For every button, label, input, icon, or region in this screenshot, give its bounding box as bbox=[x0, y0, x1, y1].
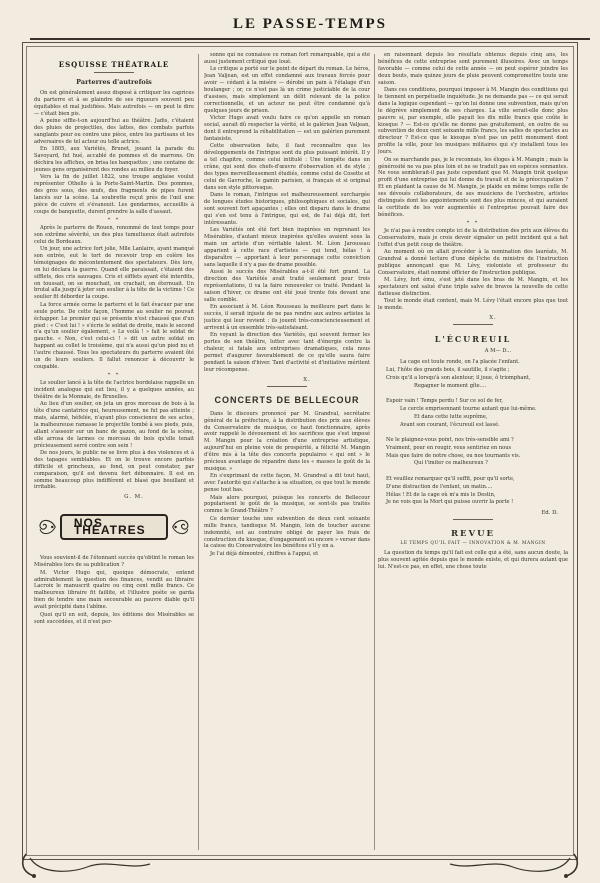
paragraph-group bbox=[34, 90, 194, 216]
poem-verse: Avant son courant, l'écureuil est lassé. bbox=[400, 421, 500, 428]
paragraph: en raisonnant depuis les résultats obtenus depuis cinq ans, les bénéfices de cette entreprise sont purement illusoires. Avec un temps favorable — comme celui de cette année — on peut espérer joindre les deux bouts, mais quinze jours de pluie peuvent compromettre toute une saison. bbox=[378, 52, 568, 86]
masthead bbox=[30, 14, 590, 42]
paragraph: Mais alors pourquoi, puisque les concerts de Bellecour popularisent le goût de la musique, se sont-ils pas traités comme le Grand-Théâtre ? bbox=[204, 494, 370, 515]
column-divider bbox=[374, 54, 375, 850]
masthead-title: LE PASSE-TEMPS bbox=[233, 16, 387, 32]
paragraph-group bbox=[34, 380, 194, 492]
paragraph: Dans le roman, l'intrigue est malheureusement surchargée de longues études historiques, philosophiques et sociales, qui sont souvent fort agaçantes ; elles ont disparu dans le drame qui s'en est tenu à l'intrigue, qui est, de l'ai déjà dit, fort intéressante. bbox=[204, 192, 370, 226]
paragraph: La force armée cerne le parterre et le fait évacuer par une seule porte. De cette façon, l'homme au soulier ne pouvait échapper. Le premier qui se présente n'est chaussé que d'un pied : « C'est lui ! » s'écrie le soldat de droite, mais le second n'a qu'un soulier également, « Le voilà ! » fait le soldat de gauche. « Non, c'est celui-ci ! » dit un autre soldat en happant au collet le troisième, qui n'a aussi qu'un pied nu et l'autre chaussé. Tous les spectateurs du parterre avaient ôté un de leurs souliers. Il fallut renoncer à découvrir le coupable. bbox=[34, 301, 194, 370]
article-signature: G. M. bbox=[124, 494, 144, 501]
poem-verse: Et dans cette lutte suprême, bbox=[414, 413, 488, 420]
paragraph: M. Lévy, fort ému, s'est jeté dans les bras de M. Mangin, et les spectateurs ont salué d'une triple salve de bravos la nouvelle de cette flatteuse distinction. bbox=[378, 277, 568, 297]
separator-stars: * * bbox=[107, 371, 121, 378]
paragraph: M. Victor Hugo qui, quoique démocrate, entend admirablement la question des finances, vendit au libraire Lacroix le manuscrit quatre ou cinq cent mille francs. Ce malheureux libraire fit faillite, et l'illustre poète se garda bien de tendre une main secourable au pauvre diable qu'il avait précipité dans l'abîme. bbox=[34, 569, 194, 611]
paragraph: Aussi le succès des Misérables a-t-il été fort grand. La direction des Variétés avait traité seulement pour trois représentations, il va la faire renouveler ce traité. Pendant la saison d'hiver, ce drame ont été joué trente fois devant une salle comble. bbox=[204, 269, 370, 303]
poem bbox=[378, 359, 568, 507]
paragraph: Au lieu d'un soulier, on jeta un gros morceau de bois à la tête d'une cantatrice qui, heureusement, ne fut pas atteinte ; mais, alarmé, héfelée, n'ayant plus conscience de ses actes, la malheureuse ramasse le projectile tombé à ses pieds, puis, allant s'asseoir sur un banc de gazon, au fond de la scène, elle arrosa de larmes ce morceau de bois qu'elle tenait précieusement serré contre son sein ! bbox=[34, 401, 194, 449]
paragraph: En associant à M. Léon Rousseau la meilleure part dans le succès, il serait injuste de ne pas rendre aux autres artistes la justice qui leur revient : ils jouent très-consciencieusement et arrivent à un ensemble très-satisfaisant. bbox=[204, 304, 370, 331]
poem-verse: Vraiment, pour en rougir, vous sentiriez en nous bbox=[386, 444, 512, 451]
poem-verse: Qui t'imiter ce malheureux ? bbox=[414, 460, 488, 467]
paragraph-group bbox=[378, 52, 568, 219]
poem-dedication: A M— D... bbox=[484, 348, 512, 355]
column-1 bbox=[34, 52, 194, 852]
paragraph: Après le parterre de Rouen, renommé de tout temps pour son extrême sévérité, un des plus tumultueux était autrefois celui de Bordeaux. bbox=[34, 224, 194, 245]
article-signature: X. bbox=[489, 315, 497, 322]
paragraph: La question du temps qu'il fait est celle qui a été, sans aucun doute, la plus souvent agitée depuis que le monde existe, et qui durera autant que lui. N'est-ce pas, en effet, une chose toute bbox=[378, 550, 568, 571]
poem-verse: D'une distraction de l'enfant, un matin.... bbox=[386, 483, 493, 490]
banner-title: NOS THÉATRES bbox=[60, 514, 168, 540]
column-divider bbox=[198, 54, 199, 850]
section-rule bbox=[267, 386, 307, 387]
section-rule bbox=[94, 72, 134, 73]
paragraph: Quoi qu'il en soit, depuis, les éditions des Misérables se sont succédées, et il n'est per- bbox=[34, 611, 194, 625]
paragraph: En s'exprimant de cette façon, M. Grandval a dit tout haut, avec l'autorité qui s'attache à sa situation, ce que tout le monde pense tout bas. bbox=[204, 473, 370, 494]
poem-verse: Hélas ! Et de la cage où m'a mis le Destin, bbox=[386, 491, 496, 498]
separator-stars: * * bbox=[107, 216, 121, 223]
bottom-ornament-icon bbox=[0, 852, 600, 882]
poem-signature: Ed. D. bbox=[541, 510, 558, 517]
paragraph: De nos jours, le public ne se livre plus à des violences et à des tapages semblables. Et on le trouve encore parfois difficile et grincheux, au fond, on peut constater, par comparaison, qu'il est devenu fort débonnaire. Il est en somme beaucoup plus indifférent et blasé que bouillant et irritable. bbox=[34, 449, 194, 491]
paragraph: Le soulier lancé à la tête de l'actrice bordelaise rappelle un incident analogue qui eut lieu, il y a quelques années, au théâtre de la Monnaie, de Bruxelles. bbox=[34, 379, 194, 400]
concerts-title: CONCERTS DE BELLECOUR bbox=[214, 394, 360, 405]
poem-verse: Espoir vain ! Temps perdu ! Sur ce sol de fer, bbox=[386, 398, 503, 405]
paragraph: Je l'ai déjà démontré, chiffres à l'appui, et bbox=[210, 550, 319, 557]
article-signature: X. bbox=[303, 376, 311, 383]
paragraph-group bbox=[204, 411, 370, 558]
paragraph: Dans le discours prononcé par M. Grandval, secrétaire général de la préfecture, à la distribution des prix aux élèves du Conservatoire de musique, ce haut fonctionnaire, après avoir rappelé le dévouement et les sacrifices que s'est imposé M. Mangin pour la création d'une entreprise artistique, aujourd'hui en pleine voie de prospérité, a félicité M. Mangin d'être mis à la tête des concerts populaires « qui ont » le précieux avantage de répandre dans les « masses le goût de la musique. » bbox=[204, 410, 370, 472]
paragraph: A peine siffle-t-on aujourd'hui au théâtre. Jadis, c'étaient des pluies de projectiles, des lattes, des combats parfois sanglants pour ou contre une pièce, entre les partisans et les adversaires de tel acteur ou telle actrice. bbox=[34, 118, 194, 145]
poem-verse: Crois qu'il a lorsqu'à son alentour, il joue, ô triomphant, bbox=[386, 374, 531, 381]
poem-verse: Ne le plaignez-vous point, nos très-sensible ami ? bbox=[386, 437, 514, 444]
paragraph-group bbox=[378, 228, 568, 312]
poem-verse bbox=[386, 429, 568, 437]
poem-verse bbox=[386, 468, 568, 476]
paragraph: Les Variétés ont été fort bien inspirées en reprenant les Misérables, d'autant mieux inspirées qu'elles avaient sous la main un artiste d'un véritable talent. M. Léon Jaroussau apparient à cette race d'artistes — qui tend, hélas ! à disparaître — apportant à leur personnage cette conviction sans laquelle il n'y a pas de drame possible. bbox=[204, 227, 370, 268]
poem-verse: Et veuillez remarquer qu'il suffit, pour qu'il sorte, bbox=[386, 476, 515, 483]
column-3 bbox=[378, 52, 568, 852]
poem-title: L'ÉCUREUIL bbox=[434, 334, 512, 345]
paragraph: En 1805, aux Variétés, Brunet, jouant la parade du Savoyard, fut hué, accablé de pommes et de marrons. On déchira les affiches, on brisa les banquettes ; une centaine de jeunes gens organisèrent des rondes au milieu du foyer. bbox=[34, 146, 194, 173]
column-2 bbox=[204, 52, 370, 852]
paragraph: Un jour, une actrice fort jolie, Mlle Lanlaire, ayant manqué son entrée, eut le tort de recevoir trop en colère les témoignages de mécontentement des spectateurs. Dès lors, on lui déclara la guerre. Quand elle paraissait, c'étaient des sifflets, des cris sauvages. Cris et sifflets ayant été interdits, on toussait, on se mouchait, on crachait, on éternuait. Un brutal alla jusqu'à jeter son soulier à la tête de la victime ! Ce soulier fit déborder la coupe. bbox=[34, 246, 194, 301]
paragraph: Cette observation faite, il faut reconnaître que les développements de l'intrigue sont du plus puissant intérêt. Il y a tel chapitre, comme celui intitulé : Une tempête dans un crâne, qui sont des chefs-d'œuvre d'observation et de style ; des types merveilleusement étudiés, comme celui de Cosette et celui de Gavroche, le gamin parisien, si français et si original dans son style pittoresque. bbox=[204, 143, 370, 191]
paragraph: Ce dernier touche une subvention de deux cent soixante mille francs, tandisque M. Mangin, loin de toucher aucune indemnité, est au contraire obligé de payer les frais de construction du kiosque, d'engagement ou encore » verser dans la caisse du Conservatoire les bénéfices s'il y en a. bbox=[204, 515, 370, 550]
paragraph: Vers la fin de juillet 1822, une troupe anglaise voulut représenter Othello à la Porte-Saint-Martin. Des pommes, des gros sous, des œufs, des fragments de pipes furent lancés sur la scène. La soubrette reçut près de l'œil une pièce de cuivre et s'évanouit. Les gendarmes, accueillis à coups de banquette, durent prendre la salle d'assaut. bbox=[34, 174, 194, 215]
paragraph: Je n'ai pas à rendre compte ici de la distribution des prix aux élèves du Conservatoire, mais je crois devoir signaler un petit incident qui a fait l'effet d'un petit coup de théâtre. bbox=[378, 227, 568, 248]
section-title: ESQUISSE THÉATRALE bbox=[58, 60, 170, 69]
separator-stars: * * bbox=[466, 219, 480, 226]
paragraph-group bbox=[204, 52, 370, 374]
section-rule bbox=[453, 519, 493, 520]
poem-verse bbox=[386, 390, 568, 398]
revue-subtitle: LE TEMPS QU'IL FAIT — INNOVATION & M. MANGIN bbox=[400, 541, 546, 547]
poem-verse: Mais que faire de notre chose, ou nos tournants vis. bbox=[386, 452, 521, 459]
poem-verse: Je ne vois que la Mort qui puisse ouvrir la porte ! bbox=[386, 499, 514, 506]
paragraph: Le critique a porté sur le point de départ du roman. Le héros, Jean Valjean, est un effet condamné aux travaux forcés pour avoir — cédant à la misère — dérobé un pain à l'étalage d'un boulanger ; or, ce n'est pas là un crime justiciable de la cour d'assises, mais simplement un délit relevant de la police correctionnelle, et un acteur ne peut être condamné qu'à quelques jours de prison. bbox=[204, 66, 370, 114]
poem-verse: Le cercle emprisonnant tourne autant que lui-même. bbox=[400, 405, 537, 412]
paragraph: Dans ces conditions, pourquoi imposer à M. Mangin des conditions qui le tiennent en perpétuelle inquiétude. Je ne demande pas — ce qui serait dans la logique cependant — qu'on lui donne une subvention, mais qu'on le dégrève simplement de ses charges. La ville serait-elle donc plus pauvre si, par exemple, elle payait les dix mille francs que coûte le kiosque ? — Est-ce qu'elle ne donne pas gratuitement, en outre de sa subvention de deux cent soixante mille francs, les salles de spectacles au directeur ? Est-ce que le kiosque n'est pas un petit monument dont profite la ville, pour les musiques militaires qui s'y installent tous les jours. bbox=[378, 87, 568, 156]
paragraph: On se marchande pas, je le reconnais, les éloges à M. Mangin ; mais la générosité ne va pas plus loin et ne se traduit pas en espèces sonnantes. Ne vous semblerait-il pas juste cependant que M. Mangin tirât quelque profit d'une entreprise qui lui donne du travail et de la préoccupation ? Et en plaidant la cause de M. Mangin, je plaide en même temps celle de ses dévoués collaborateurs, de ses musiciens de l'orchestre, artistes distingués dont les appointements sont des plus minces, et qui auraient la certitude de les voir augmentés si l'entreprise pouvait faire des bénéfices. bbox=[378, 156, 568, 218]
paragraph-group bbox=[34, 225, 194, 371]
paragraph: Vous souvient-il de l'étonnant succès qu'obtint le roman les Misérables lors de sa publication ? bbox=[34, 555, 194, 569]
paragraph-group bbox=[378, 550, 568, 571]
paragraph: On est généralement assez disposé à critiquer les caprices du parterre et à se plaindre de ses rigueurs souvent peu équitables et mal justifiées. Mais autrefois — on peut le dire — c'était bien pis. bbox=[34, 90, 194, 117]
poem-verse: Lui, l'hôte des grands bois, il sautille, il s'agite ; bbox=[386, 366, 510, 373]
paragraph: Victor Hugo avait voulu faire ce qu'on appelle un roman social, aurait dû respecter la vérité, et le galérien Jean Valjean, dont il entreprend la réhabilitation — est un galérien purement fantaisiste. bbox=[204, 115, 370, 142]
paragraph: sonne qui ne connaisse ce roman fort remarquable, qui a été aussi justement critiqué que loué. bbox=[204, 52, 370, 65]
article-title: Parterres d'autrefois bbox=[76, 78, 152, 86]
poem-verse: La cage est toute ronde, on l'a placée l'enfant. bbox=[400, 359, 520, 366]
paragraph: Tout le monde était content, mais M. Lévy l'était encore plus que tout le monde. bbox=[378, 298, 568, 312]
ornament-right-icon bbox=[171, 512, 191, 542]
section-rule bbox=[453, 324, 493, 325]
paragraph-group bbox=[34, 555, 194, 625]
ornament-left-icon bbox=[37, 512, 57, 542]
poem-verse: Regagner le moment gîte.... bbox=[414, 382, 487, 389]
paragraph: Au moment où on allait procéder à la nomination des lauréats, M. Grandval a donné lecture d'une dépêche du ministre de l'instruction publique annonçant que M. Lévy, violoniste et professeur du Conservatoire, était nommé officier de l'instruction publique. bbox=[378, 248, 568, 276]
nos-theatres-banner bbox=[34, 505, 194, 549]
masthead-rule bbox=[30, 38, 590, 40]
paragraph: En voyant la direction des Variétés, qui souvent fermer les portes de son théâtre, lutter avec tant d'énergie contre la chaleur, si fatale aux entreprises dramatiques, cela nous permet d'augurer favorablement de ce qu'elle saura faire pendant la saison d'hiver. Tant d'activité et d'initiative méritent leur récompense. bbox=[204, 332, 370, 373]
revue-title: REVUE bbox=[450, 529, 496, 540]
